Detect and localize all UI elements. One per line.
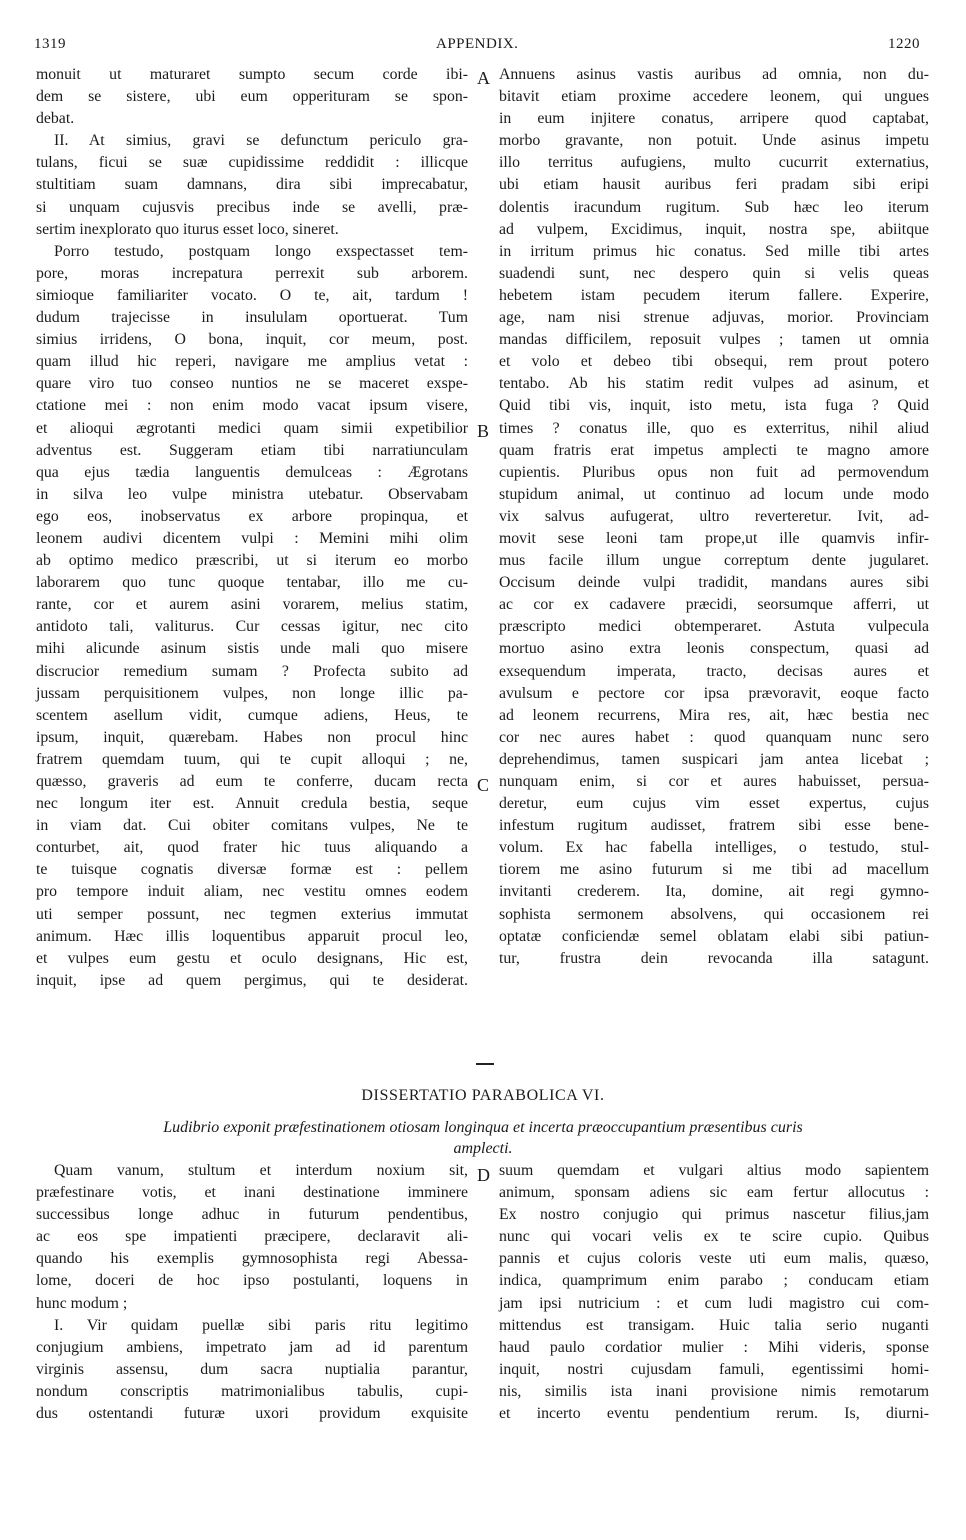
section-subtitle [30,1117,936,1159]
text-line: vix salvus aufugerat, ultro reverteretur. Ivit, ad- [499,507,929,525]
text-line: Quid tibi vis, inquit, isto metu, ista fuga ? Quid [499,397,929,415]
text-line: ad vulpem, Excidimus, inquit, nostra spe, abiitque [499,220,929,238]
text-line: te tuisque cognatis diversæ formæ est : pellem [36,861,468,879]
text-line: dus ostentandi futuræ uxori providum exquisite [36,1405,468,1423]
text-line: nunquam enim, si cor et aures habuisset, persua- [499,773,929,790]
text-line: sertim inexplorato quo iturus esset loco, sineret. [36,220,339,238]
text-line: tur, frustra dein revocanda illa satagunt. [499,949,929,967]
text-line: optatæ conficiendæ semel oblatam elabi sibi patiun- [499,927,929,945]
text-line: nunc qui vocari velis ex te scire cupio. Quibus [499,1228,929,1246]
text-line: simioque familiariter vocato. O te, ait, tardum ! [36,286,468,304]
text-line: simius irridens, O bona, inquit, cor meum, post. [36,331,468,349]
text-line: ubi etiam hausit auribus feri pradam sibi eripi [499,176,929,194]
text-line: Quam vanum, stultum et interdum noxium sit, [54,1162,468,1179]
section-subtitle-line-1: Ludibrio exponit præfestinationem otiosam longinqua et incerta præoccupantium præsentibus curis [163,1119,803,1136]
text-line: in eum injitere conatus, arripere quod captabat, [499,110,929,128]
text-line: II. At simius, gravi se defunctum periculo gra- [54,132,468,150]
text-line: et alioqui ægrotanti medici quam simii expetibilior [36,419,468,437]
text-line: hunc modum ; [36,1294,128,1312]
text-line: avulsum e pectore cor ipsa prævoravit, eoque facto [499,684,929,702]
section-title: DISSERTATIO PARABOLICA VI. [361,1087,605,1104]
text-line: deretur, eum cujus vim esset expertus, cujus [499,795,929,813]
text-line: dolentis iracundum rugitum. Sub hæc leo iterum [499,198,929,216]
text-line: successibus longe adhuc in futurum pendentibus, [36,1206,468,1224]
text-line: sophista sermonem absolvens, qui occasionem rei [499,905,929,923]
text-column-bottom-right [499,1160,929,1425]
margin-marker-c: C [477,775,490,795]
text-line: quæsso, graveris ad eum te conferre, ducam recta [36,773,468,790]
text-line: in irritum primus hic conatus. Sed mille tibi artes [499,242,929,260]
text-line: pro tempore induit aliam, nec vestitu omnes eodem [36,883,468,901]
text-line: suadendi sunt, nec despero quin si velis queas [499,264,929,282]
page-number-left: 1319 [34,36,66,52]
text-line: discrucior remedium sumam ? Profecta subito ad [36,662,468,680]
text-column-top-right [499,64,929,970]
text-line: jam ipsi nutricium : et cum ludi magistro cui com- [499,1294,929,1312]
text-line: nis, similis ista inani provisione nimis remotarum [499,1382,929,1400]
text-line: inquit, ipse ad quem pergimus, qui te desiderat. [36,971,468,989]
margin-marker-b: B [477,421,490,441]
text-line: tulans, ficui se suæ cupidissime reddidit : illicque [36,154,468,172]
text-line: debat. [36,110,75,128]
text-line: movit sese leoni tam prope,ut ille quamvis infir- [499,529,929,547]
text-line: tiorem me asino futurum si me tibi ad macellum [499,861,929,879]
text-line: inquit, nostri cujusdam famuli, egentissimi homi- [499,1360,929,1378]
text-line: leonem audivi dicentem vulpi : Memini mihi olim [36,529,468,547]
text-line: Occisum deinde vulpi tradidit, mandans aures sibi [499,574,929,592]
text-line: volum. Ex hac fabella intelliges, o testudo, stul- [499,839,929,857]
text-line: infestum rugitum audisset, fratrem sibi esse bene- [499,817,929,835]
text-line: ego eos, inobservatus ex arbore propinqua, et [36,507,468,525]
text-line: conjugium ambiens, impetrato jam ad id parentum [36,1338,468,1356]
text-line: jussam perquisitionem vulpes, non longe illic pa- [36,684,468,702]
text-line: si unquam cujusvis precibus inde se avelli, præ- [36,198,468,216]
text-line: age, nam nisi strenue adjuvas, morior. Provinciam [499,309,929,327]
text-line: tentabo. Ab his statim redit vulpes ad asinum, et [499,375,929,393]
text-line: in viam dat. Cui obiter comitans vulpes, Ne te [36,817,468,835]
text-column-top-left [36,64,468,992]
text-line: morbo gravante, non potuit. Unde asinus impetu [499,132,929,150]
text-line: pannis et cujus coloris veste uti eum malis, quæso, [499,1250,929,1268]
text-line: antidoto tali, valiturus. Cur cessas igitur, nec cito [36,618,468,636]
text-line: mittendus est transigam. Huic talia serio nuganti [499,1316,929,1334]
text-line: et incerto eventu pendentium rerum. Is, diurni- [499,1405,929,1423]
text-line: bitavit etiam proxime accedere leonem, qui ungues [499,88,929,106]
text-line: Porro testudo, postquam longo exspectasset tem- [54,242,468,260]
text-line: illo territus aufugiens, multo cucurrit externatius, [499,154,929,172]
text-line: stupidum animal, ut continuo ad locum unde modo [499,485,929,503]
text-line: mihi alicunde asinum sistis unde mali quo misere [36,640,468,658]
text-line: stultitiam suam damnans, dira sibi imprecabatur, [36,176,468,194]
text-line: qua ejus tædia languentis demulceas : Ægrotans [36,463,468,481]
text-line: nec longum iter est. Annuit credula bestia, seque [36,795,468,813]
text-line: ipsum, inquit, quærebam. Habes non procul hinc [36,728,468,746]
running-title: APPENDIX. [436,36,519,52]
text-line: conturbet, ait, quod frater hic tuus aliquando a [36,839,468,857]
text-line: pore, moras increpatura perrexit sub arborem. [36,264,468,282]
section-subtitle-line-2: amplecti. [453,1140,513,1157]
text-line: cupientis. Pluribus opus non fuit ad permovendum [499,463,929,481]
text-line: ac cor ex cadavere præcidi, seorsumque afferri, ut [499,596,929,614]
text-line: animum. Hæc illis loquentibus apparuit procul leo, [36,927,468,945]
text-line: dem se sistere, ubi eum opperituram se spon- [36,88,468,106]
text-line: hebetem istam pecudem iterum fallere. Experire, [499,286,929,304]
text-line: ab optimo medico præscribi, ut si iterum eo morbo [36,552,468,570]
text-line: quam illud hic reperi, navigare me amplius vetat : [36,353,468,371]
text-line: mus facile illum ungue correptum dente jugularet. [499,552,929,570]
text-line: mortuo asino extra leonis conspectum, quasi ad [499,640,929,658]
page-number-right: 1220 [888,36,920,52]
text-column-bottom-left [36,1160,468,1425]
text-line: nondum conscriptis matrimonialibus tabulis, cupi- [36,1382,468,1400]
text-line: mandas difficilem, reposuit vulpes ; tamen ut omnia [499,331,929,349]
section-divider [476,1063,494,1065]
text-line: Ex nostro conjugio qui primus nascetur filius,jam [499,1206,929,1224]
text-line: quare viro tuo conseo nuntios ne se maceret exspe- [36,375,468,393]
text-line: ac eos spe impatienti præcipere, declaravit ali- [36,1228,468,1246]
text-line: quam fratris erat impetus amplecti te magno amore [499,441,929,459]
text-line: suum quemdam et vulgari altius modo sapientem [499,1162,929,1179]
text-line: rante, cor et aurem asini vorarem, melius statim, [36,596,468,614]
text-line: times ? conatus ille, quo es exterritus, nihil aliud [499,419,929,437]
text-line: dudum trajecisse in insululam oportuerat. Tum [36,309,468,327]
text-line: virginis assensu, dum sacra nuptialia parantur, [36,1360,468,1378]
text-line: invitanti crederem. Ita, domine, ait regi gymno- [499,883,929,901]
margin-marker-d: D [477,1165,490,1185]
text-line: ad leonem recurrens, Mira res, ait, hæc bestia nec [499,706,929,724]
text-line: præscripto medici obtemperaret. Astuta vulpecula [499,618,929,636]
text-line: in silva leo vulpe ministra utebatur. Observabam [36,485,468,503]
text-line: lome, doceri de hoc ipso postulanti, loquens in [36,1272,468,1290]
text-line: et volo et debeo tibi obsequi, rem prout potero [499,353,929,371]
text-line: monuit ut maturaret sumpto secum corde ibi- [36,66,468,83]
text-line: exsequendum imperata, tracto, decisas aures et [499,662,929,680]
text-line: et vulpes eum gestu et oculo designans, Hic est, [36,949,468,967]
text-line: ctatione mei : non enim modo vacat ipsum visere, [36,397,468,415]
text-line: cor nec aures habet : quod quanquam nunc sero [499,728,929,746]
text-line: præfestinare votis, et inani destinatione imminere [36,1184,468,1202]
text-line: indica, quamprimum enim parabo ; conducam etiam [499,1272,929,1290]
text-line: adventus est. Suggeram etiam tibi narratiunculam [36,441,468,459]
text-line: fratrem quemdam tuum, qui te cupit alloqui ; ne, [36,750,468,768]
text-line: uti semper possunt, nec tegmen exterius immutat [36,905,468,923]
text-line: animum, sponsam adiens sic eam fertur allocutus : [499,1184,929,1202]
text-line: deprehendimus, tamen suspicari jam antea licebat ; [499,750,929,768]
text-line: laborarem quo tunc quoque tentabar, illo me cu- [36,574,468,592]
margin-marker-a: A [477,68,490,88]
text-line: Annuens asinus vastis auribus ad omnia, non du- [499,66,929,83]
text-line: quando his exemplis gymnosophista regi Abessa- [36,1250,468,1268]
text-line: haud paulo cordatior mulier : Mihi videris, sponse [499,1338,929,1356]
text-line: I. Vir quidam puellæ sibi paris ritu legitimo [54,1316,468,1334]
text-line: scentem asellum vidit, cumque adiens, Heus, te [36,706,468,724]
